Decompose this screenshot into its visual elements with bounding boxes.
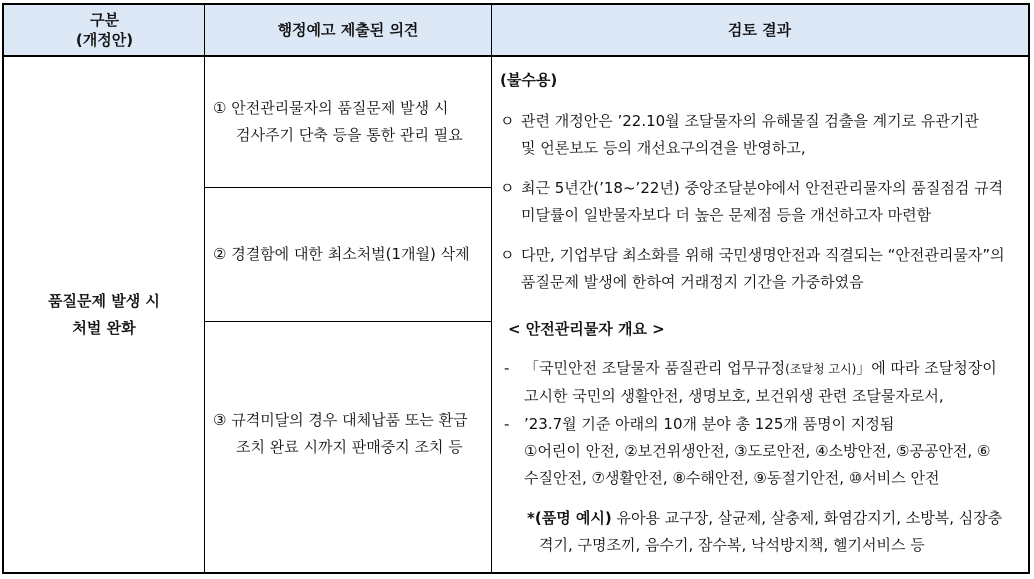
opinion-1-line1: ① 안전관리물자의 품질문제 발생 시 (213, 99, 449, 117)
dash-1-marker: - (504, 359, 510, 377)
opinion-divider-2 (204, 321, 492, 322)
header-category (4, 5, 205, 55)
header-opinion (205, 5, 491, 55)
dash-2-marker: - (504, 415, 510, 433)
review-point-3 (500, 242, 1025, 296)
example-block (527, 505, 1027, 559)
dash-2-line1: ’23.7월 기준 아래의 10개 분야 총 125개 품명이 지정됨 (524, 415, 895, 433)
dash-1-line1-a: 「국민안전 조달물자 품질관리 업무규정 (524, 359, 786, 377)
opinion-2 (213, 241, 485, 268)
point-1-marker: ㅇ (500, 112, 515, 130)
header-opinion-text: 행정예고 제출된 의견 (277, 21, 419, 39)
point-3-marker: ㅇ (500, 246, 515, 264)
review-table (2, 3, 1030, 574)
column-divider-2 (491, 5, 492, 572)
opinion-3-line2: 조치 완료 시까지 판매중지 조치 등 (236, 438, 463, 456)
category-cell (4, 57, 204, 572)
column-divider-1 (204, 5, 205, 572)
dash-1-line1-small: (조달청 고시) (785, 362, 857, 376)
opinion-1-line2: 검사주기 단축 등을 통한 관리 필요 (236, 126, 463, 144)
category-line1: 품질문제 발생 시 (48, 291, 160, 310)
dash-2-line2: ①어린이 안전, ②보건위생안전, ③도로안전, ④소방안전, ⑤공공안전, ⑥ (524, 442, 991, 460)
overview-dash-1 (504, 355, 1026, 410)
overview-dash-2 (504, 411, 1026, 492)
review-point-1 (500, 108, 1025, 162)
example-line1: 유아용 교구장, 살균제, 살충제, 화염감지기, 소방복, 심장충 (611, 509, 1003, 527)
point-3-line1: 다만, 기업부담 최소화를 위해 국민생명안전과 직결되는 “안전관리물자”의 (521, 246, 1005, 264)
point-1-line1: 관련 개정안은 ’22.10월 조달물자의 유해물질 검출을 계기로 유관기관 (521, 112, 979, 130)
opinion-3 (213, 407, 485, 461)
overview-title: < 안전관리물자 개요 > (508, 320, 665, 338)
opinion-2-line1: ② 경결함에 대한 최소처벌(1개월) 삭제 (213, 245, 470, 263)
point-2-line1: 최근 5년간(’18~’22년) 중앙조달분야에서 안전관리물자의 품질점검 규격 (521, 179, 1004, 197)
point-3-line2: 품질문제 발생에 한하여 거래정지 기간을 가중하였음 (521, 273, 864, 291)
opinion-3-line1: ③ 규격미달의 경우 대체납품 또는 환급 (213, 411, 468, 429)
header-review (491, 5, 1028, 55)
point-2-line2: 미달률이 일반물자보다 더 높은 문제점 등을 개선하고자 마련함 (521, 206, 932, 224)
opinion-divider-1 (204, 187, 492, 188)
dash-2-line3: 수질안전, ⑦생활안전, ⑧수해안전, ⑨동절기안전, ⑩서비스 안전 (524, 469, 940, 487)
point-1-line2: 및 언론보도 등의 개선요구의견을 반영하고, (521, 139, 806, 157)
header-category-line2: (개정안) (75, 31, 134, 49)
dash-1-line2: 고시한 국민의 생활안전, 생명보호, 보건위생 관련 조달물자로서, (524, 387, 944, 405)
example-line2: 격기, 구명조끼, 음수기, 잠수복, 낙석방지책, 헬기서비스 등 (539, 536, 925, 554)
dash-1-line1-b: 」에 따라 조달청장이 (856, 359, 997, 377)
review-point-2 (500, 175, 1025, 229)
header-category-line1: 구분 (90, 11, 119, 29)
review-verdict: (불수용) (500, 71, 558, 89)
opinion-1 (213, 95, 485, 149)
category-line2: 처벌 완화 (72, 318, 136, 337)
point-2-marker: ㅇ (500, 179, 515, 197)
example-label: *(품명 예시) (527, 509, 612, 527)
header-review-text: 검토 결과 (727, 21, 792, 39)
